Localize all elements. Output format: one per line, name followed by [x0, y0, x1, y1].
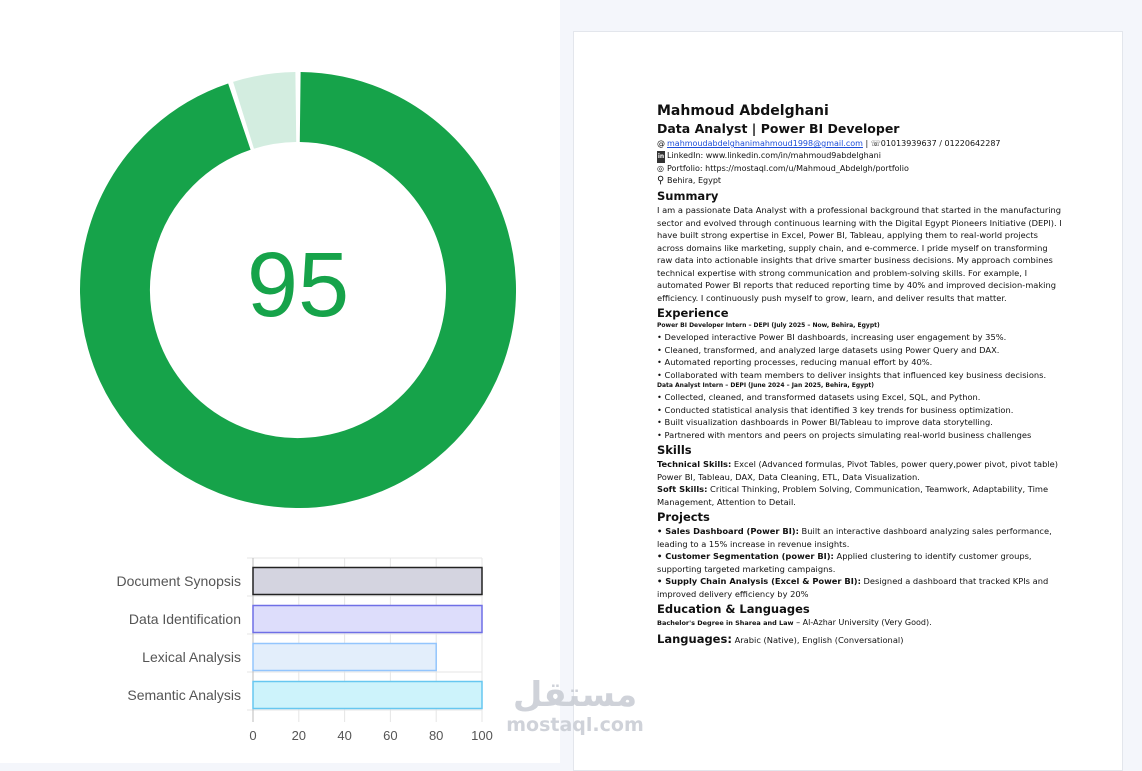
globe-icon: ◎ [657, 164, 664, 173]
soft-skills-label: Soft Skills: [657, 484, 708, 494]
role-bullet: • Conducted statistical analysis that identified 3 key trends for business optimization. [657, 404, 1014, 415]
technical-skills-label: Technical Skills: [657, 459, 732, 469]
category-label: Lexical Analysis [142, 649, 241, 665]
bar [253, 682, 482, 709]
soft-skills [657, 483, 1062, 508]
contact-location [657, 175, 1062, 187]
languages-label: Languages: [657, 631, 732, 646]
phone-text: 01013939637 / 01220642287 [880, 139, 1001, 148]
projects-heading: Projects [657, 510, 710, 524]
role-bullet: • Built visualization dashboards in Power BI/Tableau to improve data storytelling. [657, 417, 993, 427]
education-degree [657, 617, 1062, 630]
summary-text: I am a passionate Data Analyst with a professional background that started in the manufacturing sector and evolved through continuous learning with the Digital Egypt Pioneers Initiative (DEPI). I have built strong expertise in Excel, Power BI, Tableau, applying them to real-world projects across domains like marketing, supply chain, and e-commerce. I pride myself on transforming raw data into actionable insights that drive smarter business decisions. My approach combines technical expertise with strong communication and problem-solving skills. For example, I automated Power BI reports that reduced reporting time by 40% and improved decision-making efficiency. I continuously push myself to grow, learn, and deliver results that matter. [657, 205, 1062, 303]
tick-label: 100 [471, 728, 493, 743]
mostaql-watermark [500, 675, 650, 735]
phone-icon: ☏ [870, 139, 881, 148]
email-link[interactable]: mahmoudabdelghanimahmoud1998@gmail.com [667, 139, 863, 148]
linkedin-icon: in [657, 151, 665, 163]
tick-label: 0 [249, 728, 257, 743]
technical-skills [657, 458, 1062, 483]
project-item [657, 550, 1062, 575]
role-bullet: • Collaborated with team members to deliver insights that influenced key business decisions. [657, 369, 1047, 380]
project-text: Designed a dashboard that tracked KPIs and improved delivery efficiency by 20% [657, 576, 1049, 599]
project-label: • Sales Dashboard (Power BI): [657, 526, 799, 536]
tick-label: 20 [291, 728, 307, 743]
languages-row [657, 633, 1062, 647]
soft-skills-text: Critical Thinking, Problem Solving, Communication, Teamwork, Adaptability, Time Management, Attention to Detail. [657, 484, 1049, 507]
role-bullet: • Collected, cleaned, and transformed datasets using Excel, SQL, and Python. [657, 392, 981, 402]
project-text: Built an interactive dashboard analyzing sales performance, leading to a 15% increase in revenue insights. [657, 526, 1052, 549]
experience-heading: Experience [657, 306, 729, 320]
bar [253, 606, 482, 633]
contact-portfolio [657, 163, 1062, 175]
tick-label: 80 [428, 728, 444, 743]
project-label: • Supply Chain Analysis (Excel & Power BI): [657, 576, 861, 586]
watermark-latin: mostaql.com [506, 714, 644, 736]
tick-label: 40 [337, 728, 352, 743]
project-text: Applied clustering to identify customer groups, supporting targeted marketing campaigns. [657, 551, 1032, 574]
project-label: • Customer Segmentation (power BI): [657, 551, 834, 561]
analysis-bar-chart [0, 550, 560, 755]
resume-title: Data Analyst | Power BI Developer [657, 121, 900, 136]
project-item [657, 525, 1062, 550]
score-value: 95 [246, 234, 350, 336]
role-bullet: • Cleaned, transformed, and analyzed large datasets using Power Query and DAX. [657, 344, 1000, 355]
location-pin-icon: ⚲ [657, 175, 665, 186]
role-bullet: • Partnered with mentors and peers on projects simulating real-world business challenges [657, 429, 1032, 440]
summary-heading: Summary [657, 189, 719, 203]
education-heading: Education & Languages [657, 602, 810, 616]
role-bullet: • Developed interactive Power BI dashboards, increasing user engagement by 35%. [657, 332, 1007, 342]
role-title: Data Analyst Intern – DEPI (June 2024 – Jan 2025, Behira, Egypt) [657, 382, 874, 389]
category-label: Data Identification [128, 611, 241, 627]
role-title: Power BI Developer Intern – DEPI (July 2025 – Now, Behira, Egypt) [657, 322, 880, 329]
location-text: Behira, Egypt [667, 176, 722, 185]
portfolio-text: Portfolio: https://mostaql.com/u/Mahmoud_Abdelgh/portfolio [667, 164, 909, 173]
contact-separator: | [862, 139, 871, 148]
languages-text: Arabic (Native), English (Conversational) [731, 634, 904, 645]
score-panel [0, 0, 560, 763]
resume-name: Mahmoud Abdelghani [657, 103, 829, 119]
bar [253, 568, 482, 595]
skills-heading: Skills [657, 443, 692, 457]
technical-skills-text: Excel (Advanced formulas, Pivot Tables, power query,power pivot, pivot table) Power BI, Tableau, DAX, Data Cleaning, ETL, Data Visualization. [657, 459, 1058, 482]
email-icon: @ [657, 139, 665, 148]
category-label: Document Synopsis [116, 573, 241, 589]
project-item [657, 575, 1062, 600]
category-label: Semantic Analysis [127, 687, 241, 703]
watermark-arabic: مستقل [512, 675, 638, 715]
linkedin-text: LinkedIn: www.linkedin.com/in/mahmoud9abdelghani [667, 151, 881, 160]
degree-text: – Al-Azhar University (Very Good). [793, 618, 932, 627]
tick-label: 60 [383, 728, 398, 743]
contact-linkedin [657, 150, 1062, 163]
resume-document [573, 31, 1123, 771]
contact-email-phone [657, 138, 1062, 150]
bar [253, 644, 436, 671]
role-bullet: • Automated reporting processes, reducing manual effort by 40%. [657, 357, 933, 367]
degree-label: Bachelor's Degree in Sharea and Law [657, 619, 794, 627]
gauge-remaining-arc [244, 107, 296, 115]
